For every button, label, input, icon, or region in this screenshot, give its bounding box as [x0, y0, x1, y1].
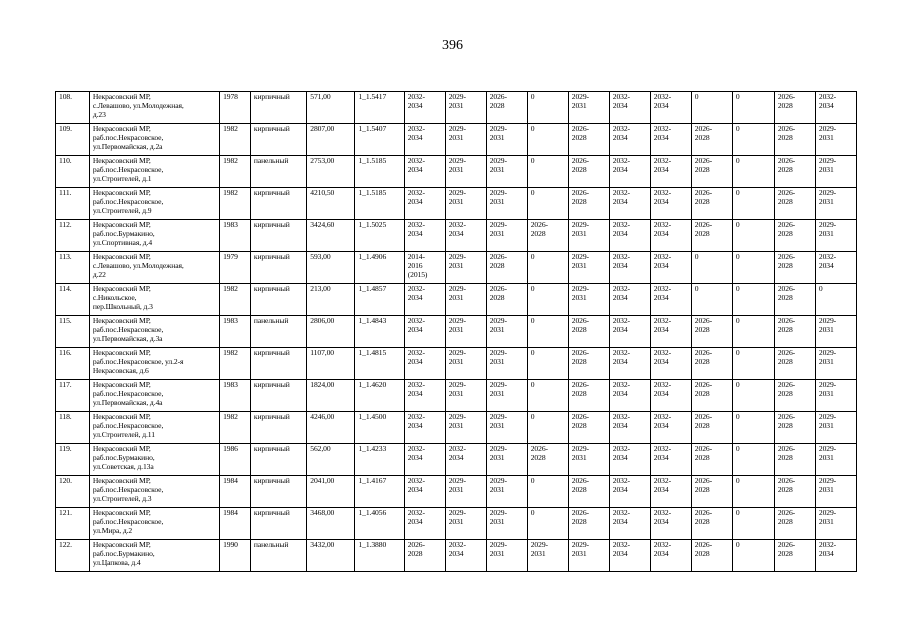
- table-row: [56, 316, 857, 348]
- table-cell: 4246,00: [307, 412, 355, 444]
- row-number-cell: 115.: [56, 316, 90, 348]
- table-row: [56, 540, 857, 572]
- table-cell: 2032- 2034: [609, 476, 650, 508]
- table-cell: 2026- 2028: [774, 316, 815, 348]
- table-row: [56, 476, 857, 508]
- table-cell: 2026- 2028: [774, 540, 815, 572]
- table-cell: кирпичный: [250, 508, 306, 540]
- table-cell: 2032- 2034: [650, 252, 691, 284]
- table-cell: 2026- 2028: [774, 188, 815, 220]
- table-cell: 3468,00: [307, 508, 355, 540]
- table-cell: кирпичный: [250, 476, 306, 508]
- table-cell: 2026- 2028: [568, 476, 609, 508]
- table-cell: 2026- 2028: [527, 444, 568, 476]
- row-number-cell: 116.: [56, 348, 90, 380]
- table-row: [56, 92, 857, 124]
- table-cell: 1_1.4857: [355, 284, 404, 316]
- table-cell: 1982: [220, 124, 251, 156]
- table-cell: 0: [732, 220, 774, 252]
- table-cell: 2029- 2031: [445, 348, 486, 380]
- table-cell: 1983: [220, 220, 251, 252]
- table-cell: 1978: [220, 92, 251, 124]
- table-cell: 0: [527, 412, 568, 444]
- row-number-cell: 110.: [56, 156, 90, 188]
- table-cell: 2032- 2034: [650, 412, 691, 444]
- table-cell: 2029- 2031: [486, 476, 527, 508]
- table-cell: 0: [527, 284, 568, 316]
- table-cell: 2032- 2034: [650, 348, 691, 380]
- address-cell: Некрасовский МР, раб.пос.Некрасовское, ул.Строителей, д.1: [89, 156, 219, 188]
- table-cell: 0: [732, 124, 774, 156]
- table-cell: 2032- 2034: [404, 188, 445, 220]
- table-cell: 2032- 2034: [609, 540, 650, 572]
- table-cell: 2032- 2034: [404, 348, 445, 380]
- table-cell: 2032- 2034: [650, 508, 691, 540]
- row-number-cell: 117.: [56, 380, 90, 412]
- table-cell: 2032- 2034: [650, 380, 691, 412]
- table-cell: кирпичный: [250, 92, 306, 124]
- table-cell: 2029- 2031: [568, 92, 609, 124]
- address-cell: Некрасовский МР, раб.пос.Некрасовское, ул.Строителей, д.3: [89, 476, 219, 508]
- table-cell: 2032- 2034: [609, 348, 650, 380]
- table-cell: 2026- 2028: [774, 156, 815, 188]
- row-number-cell: 118.: [56, 412, 90, 444]
- table-cell: 4210,50: [307, 188, 355, 220]
- table-row: [56, 412, 857, 444]
- table-cell: 2026- 2028: [774, 92, 815, 124]
- table-cell: 2029- 2031: [445, 92, 486, 124]
- table-cell: 2029- 2031: [486, 156, 527, 188]
- table-cell: 1_1.4620: [355, 380, 404, 412]
- table-cell: кирпичный: [250, 284, 306, 316]
- table-cell: 2032- 2034: [609, 508, 650, 540]
- table-cell: 2029- 2031: [815, 156, 856, 188]
- table-cell: 2032- 2034: [404, 220, 445, 252]
- table-cell: 2026- 2028: [774, 124, 815, 156]
- table-cell: 2029- 2031: [445, 124, 486, 156]
- table-cell: кирпичный: [250, 412, 306, 444]
- table-cell: 2029- 2031: [815, 188, 856, 220]
- table-cell: 0: [527, 316, 568, 348]
- address-cell: Некрасовский МР, раб.пос.Некрасовское, ул.2-я Некрасовская, д.6: [89, 348, 219, 380]
- table-cell: 2032- 2034: [815, 540, 856, 572]
- table-cell: 2026- 2028: [486, 252, 527, 284]
- table-cell: 1824,00: [307, 380, 355, 412]
- table-cell: 2026- 2028: [568, 412, 609, 444]
- table-cell: 0: [527, 476, 568, 508]
- table-cell: 0: [527, 188, 568, 220]
- table-cell: 2032- 2034: [445, 220, 486, 252]
- table-cell: 1982: [220, 156, 251, 188]
- table-cell: 2032- 2034: [445, 540, 486, 572]
- table-cell: 1982: [220, 348, 251, 380]
- table-cell: 0: [732, 92, 774, 124]
- table-cell: 2026- 2028: [691, 412, 732, 444]
- table-cell: 593,00: [307, 252, 355, 284]
- table-cell: 0: [732, 412, 774, 444]
- table-cell: 2026- 2028: [691, 156, 732, 188]
- table-cell: 2029- 2031: [815, 316, 856, 348]
- table-cell: 2026- 2028: [774, 444, 815, 476]
- table-cell: 213,00: [307, 284, 355, 316]
- table-cell: 2029- 2031: [815, 508, 856, 540]
- table-cell: 2029- 2031: [486, 124, 527, 156]
- table-cell: 2026- 2028: [568, 188, 609, 220]
- table-cell: 2029- 2031: [445, 380, 486, 412]
- table-cell: кирпичный: [250, 124, 306, 156]
- table-row: [56, 188, 857, 220]
- address-cell: Некрасовский МР, с.Левашово, ул.Молодежная, д.23: [89, 92, 219, 124]
- row-number-cell: 114.: [56, 284, 90, 316]
- table-cell: 1983: [220, 316, 251, 348]
- table-cell: 2032- 2034: [609, 92, 650, 124]
- table-cell: панельный: [250, 540, 306, 572]
- table-cell: 0: [732, 476, 774, 508]
- table-cell: 2032- 2034: [815, 92, 856, 124]
- table-cell: 0: [527, 252, 568, 284]
- table-cell: 2032- 2034: [650, 316, 691, 348]
- table-cell: 1982: [220, 284, 251, 316]
- table-cell: 2026- 2028: [568, 316, 609, 348]
- table-cell: 0: [732, 444, 774, 476]
- table-cell: 0: [732, 156, 774, 188]
- table-cell: 0: [691, 252, 732, 284]
- table-cell: 1982: [220, 188, 251, 220]
- table-cell: 2041,00: [307, 476, 355, 508]
- table-cell: 0: [527, 380, 568, 412]
- table-cell: 2032- 2034: [650, 220, 691, 252]
- table-cell: 0: [527, 508, 568, 540]
- table-cell: 2032- 2034: [609, 380, 650, 412]
- table-cell: 0: [732, 188, 774, 220]
- table-row: [56, 508, 857, 540]
- address-cell: Некрасовский МР, раб.пос.Некрасовское, ул.Первомайская, д.2а: [89, 124, 219, 156]
- table-cell: 2032- 2034: [404, 124, 445, 156]
- table-cell: 2032- 2034: [404, 412, 445, 444]
- table-cell: 2026- 2028: [774, 476, 815, 508]
- table-cell: 2029- 2031: [486, 348, 527, 380]
- table-cell: 2026- 2028: [774, 284, 815, 316]
- table-cell: 2029- 2031: [815, 412, 856, 444]
- table-cell: 2032- 2034: [404, 316, 445, 348]
- table-cell: 2026- 2028: [568, 156, 609, 188]
- table-cell: 2029- 2031: [568, 284, 609, 316]
- address-cell: Некрасовский МР, с.Левашово, ул.Молодежная, д.22: [89, 252, 219, 284]
- table-cell: 1_1.4815: [355, 348, 404, 380]
- table-cell: кирпичный: [250, 188, 306, 220]
- table-cell: 1983: [220, 380, 251, 412]
- table-cell: 1984: [220, 476, 251, 508]
- table-cell: 2032- 2034: [404, 444, 445, 476]
- table-cell: кирпичный: [250, 220, 306, 252]
- table-cell: 1990: [220, 540, 251, 572]
- table-cell: 1984: [220, 508, 251, 540]
- table-cell: 2026- 2028: [691, 444, 732, 476]
- address-cell: Некрасовский МР, раб.пос.Некрасовское, ул.Строителей, д.11: [89, 412, 219, 444]
- address-cell: Некрасовский МР, раб.пос.Некрасовское, ул.Первомайская, д.3а: [89, 316, 219, 348]
- table-cell: 0: [732, 348, 774, 380]
- row-number-cell: 108.: [56, 92, 90, 124]
- table-cell: кирпичный: [250, 444, 306, 476]
- table-cell: 2026- 2028: [486, 284, 527, 316]
- table-cell: 2032- 2034: [445, 444, 486, 476]
- table-cell: 2753,00: [307, 156, 355, 188]
- row-number-cell: 120.: [56, 476, 90, 508]
- table-cell: 0: [732, 380, 774, 412]
- table-cell: 1_1.4167: [355, 476, 404, 508]
- table-cell: 1_1.5025: [355, 220, 404, 252]
- table-cell: 2026- 2028: [404, 540, 445, 572]
- table-row: [56, 124, 857, 156]
- table-cell: 2032- 2034: [650, 156, 691, 188]
- table-cell: 0: [732, 284, 774, 316]
- table-cell: 2029- 2031: [815, 380, 856, 412]
- page-number: 396: [442, 38, 463, 53]
- table-cell: 2029- 2031: [815, 476, 856, 508]
- table-cell: 2029- 2031: [445, 316, 486, 348]
- table-cell: 2029- 2031: [486, 540, 527, 572]
- table-cell: 0: [732, 316, 774, 348]
- table-cell: 2032- 2034: [650, 540, 691, 572]
- table-cell: 1_1.4056: [355, 508, 404, 540]
- table-row: [56, 252, 857, 284]
- table-row: [56, 444, 857, 476]
- table-row: [56, 380, 857, 412]
- table-cell: 2032- 2034: [650, 284, 691, 316]
- table-cell: 1_1.3880: [355, 540, 404, 572]
- table-cell: 2032- 2034: [404, 156, 445, 188]
- table-cell: 562,00: [307, 444, 355, 476]
- table-cell: кирпичный: [250, 380, 306, 412]
- table-cell: 2032- 2034: [609, 188, 650, 220]
- table-cell: 2029- 2031: [445, 476, 486, 508]
- table-cell: 2806,00: [307, 316, 355, 348]
- table-cell: 2026- 2028: [568, 124, 609, 156]
- table-cell: 2029- 2031: [445, 252, 486, 284]
- address-cell: Некрасовский МР, раб.пос.Бурмакино, ул.Советская, д.13а: [89, 444, 219, 476]
- table-cell: 1_1.5407: [355, 124, 404, 156]
- table-row: [56, 220, 857, 252]
- table-cell: 0: [527, 156, 568, 188]
- table-cell: 2026- 2028: [774, 252, 815, 284]
- table-cell: 2032- 2034: [650, 92, 691, 124]
- row-number-cell: 112.: [56, 220, 90, 252]
- table-cell: 2032- 2034: [650, 476, 691, 508]
- table-cell: 2032- 2034: [815, 252, 856, 284]
- table-row: [56, 348, 857, 380]
- row-number-cell: 121.: [56, 508, 90, 540]
- table-cell: 2026- 2028: [568, 380, 609, 412]
- table-cell: 1_1.4233: [355, 444, 404, 476]
- row-number-cell: 111.: [56, 188, 90, 220]
- table-cell: 2032- 2034: [609, 124, 650, 156]
- table-cell: 0: [732, 508, 774, 540]
- table-cell: 0: [527, 348, 568, 380]
- table-cell: панельный: [250, 316, 306, 348]
- table-cell: 2032- 2034: [404, 508, 445, 540]
- table-cell: 2026- 2028: [774, 220, 815, 252]
- table-cell: 1979: [220, 252, 251, 284]
- table-cell: кирпичный: [250, 348, 306, 380]
- table-row: [56, 156, 857, 188]
- row-number-cell: 119.: [56, 444, 90, 476]
- table-cell: 0: [691, 92, 732, 124]
- table-cell: 2032- 2034: [609, 220, 650, 252]
- table-row: [56, 284, 857, 316]
- table-cell: 2029- 2031: [568, 220, 609, 252]
- table-cell: 2029- 2031: [445, 188, 486, 220]
- table-cell: 1_1.5417: [355, 92, 404, 124]
- table-cell: 2029- 2031: [815, 348, 856, 380]
- table-cell: 1982: [220, 412, 251, 444]
- table-cell: 3432,00: [307, 540, 355, 572]
- table-cell: 2032- 2034: [609, 284, 650, 316]
- address-cell: Некрасовский МР, с.Никольское, пер.Школьный, д.3: [89, 284, 219, 316]
- table-cell: 2029- 2031: [486, 412, 527, 444]
- table-cell: 1_1.5185: [355, 156, 404, 188]
- table-cell: кирпичный: [250, 252, 306, 284]
- table-cell: 1_1.4500: [355, 412, 404, 444]
- table-cell: 0: [527, 92, 568, 124]
- table-body: [56, 92, 857, 572]
- table-cell: 2029- 2031: [445, 412, 486, 444]
- table-cell: 0: [691, 284, 732, 316]
- table-cell: 2029- 2031: [815, 220, 856, 252]
- address-cell: Некрасовский МР, раб.пос.Бурмакино, ул.Цапкова, д.4: [89, 540, 219, 572]
- table-cell: 2032- 2034: [609, 412, 650, 444]
- table-cell: 2032- 2034: [404, 380, 445, 412]
- table-cell: 0: [815, 284, 856, 316]
- table-cell: 2029- 2031: [568, 540, 609, 572]
- table-cell: 2026- 2028: [774, 348, 815, 380]
- table-cell: 3424,60: [307, 220, 355, 252]
- table-cell: 1_1.4906: [355, 252, 404, 284]
- table-cell: 2026- 2028: [691, 380, 732, 412]
- table-cell: 2029- 2031: [568, 444, 609, 476]
- table-cell: 2032- 2034: [609, 252, 650, 284]
- address-cell: Некрасовский МР, раб.пос.Некрасовское, ул.Мира, д.2: [89, 508, 219, 540]
- table-cell: 571,00: [307, 92, 355, 124]
- row-number-cell: 122.: [56, 540, 90, 572]
- table-cell: 1_1.5185: [355, 188, 404, 220]
- table-cell: 2026- 2028: [691, 476, 732, 508]
- table-cell: 2026- 2028: [691, 188, 732, 220]
- table-cell: 2029- 2031: [815, 444, 856, 476]
- table-cell: 2807,00: [307, 124, 355, 156]
- table-cell: 2026- 2028: [486, 92, 527, 124]
- housing-table: [55, 91, 857, 572]
- address-cell: Некрасовский МР, раб.пос.Некрасовское, ул.Строителей, д.9: [89, 188, 219, 220]
- row-number-cell: 113.: [56, 252, 90, 284]
- row-number-cell: 109.: [56, 124, 90, 156]
- table-cell: 2029- 2031: [486, 220, 527, 252]
- table-cell: 2026- 2028: [691, 508, 732, 540]
- table-cell: 2026- 2028: [568, 508, 609, 540]
- table-cell: 2026- 2028: [691, 540, 732, 572]
- table-cell: 2029- 2031: [445, 508, 486, 540]
- table-cell: 0: [732, 540, 774, 572]
- table-cell: 2029- 2031: [486, 380, 527, 412]
- table-cell: 2032- 2034: [609, 316, 650, 348]
- table-cell: 2014- 2016 (2015): [404, 252, 445, 284]
- table-cell: 2029- 2031: [486, 508, 527, 540]
- address-cell: Некрасовский МР, раб.пос.Некрасовское, ул.Первомайская, д.4а: [89, 380, 219, 412]
- table-cell: 2032- 2034: [404, 476, 445, 508]
- table-cell: 2029- 2031: [486, 444, 527, 476]
- table-cell: 2026- 2028: [774, 380, 815, 412]
- table-cell: 2026- 2028: [691, 316, 732, 348]
- table-cell: 2029- 2031: [486, 188, 527, 220]
- table-cell: 2032- 2034: [404, 284, 445, 316]
- table-cell: 2029- 2031: [568, 252, 609, 284]
- table-cell: 2026- 2028: [691, 348, 732, 380]
- table-cell: 2032- 2034: [650, 188, 691, 220]
- table-cell: 2026- 2028: [527, 220, 568, 252]
- table-cell: 2026- 2028: [691, 220, 732, 252]
- table-cell: 0: [732, 252, 774, 284]
- table-cell: 2032- 2034: [650, 124, 691, 156]
- table-cell: 2029- 2031: [445, 156, 486, 188]
- table-cell: 2032- 2034: [650, 444, 691, 476]
- table-cell: 2026- 2028: [568, 348, 609, 380]
- table-cell: 2026- 2028: [774, 412, 815, 444]
- table-cell: 2032- 2034: [609, 444, 650, 476]
- table-cell: 1107,00: [307, 348, 355, 380]
- table-cell: панельный: [250, 156, 306, 188]
- table-cell: 2026- 2028: [691, 124, 732, 156]
- table-cell: 1_1.4843: [355, 316, 404, 348]
- address-cell: Некрасовский МР, раб.пос.Бурмакино, ул.Спортивная, д.4: [89, 220, 219, 252]
- table-cell: 2029- 2031: [445, 284, 486, 316]
- table-cell: 2029- 2031: [486, 316, 527, 348]
- table-cell: 2032- 2034: [609, 156, 650, 188]
- table-cell: 1986: [220, 444, 251, 476]
- table-cell: 2032- 2034: [404, 92, 445, 124]
- table-cell: 0: [527, 124, 568, 156]
- table-cell: 2029- 2031: [815, 124, 856, 156]
- table-cell: 2029- 2031: [527, 540, 568, 572]
- table-cell: 2026- 2028: [774, 508, 815, 540]
